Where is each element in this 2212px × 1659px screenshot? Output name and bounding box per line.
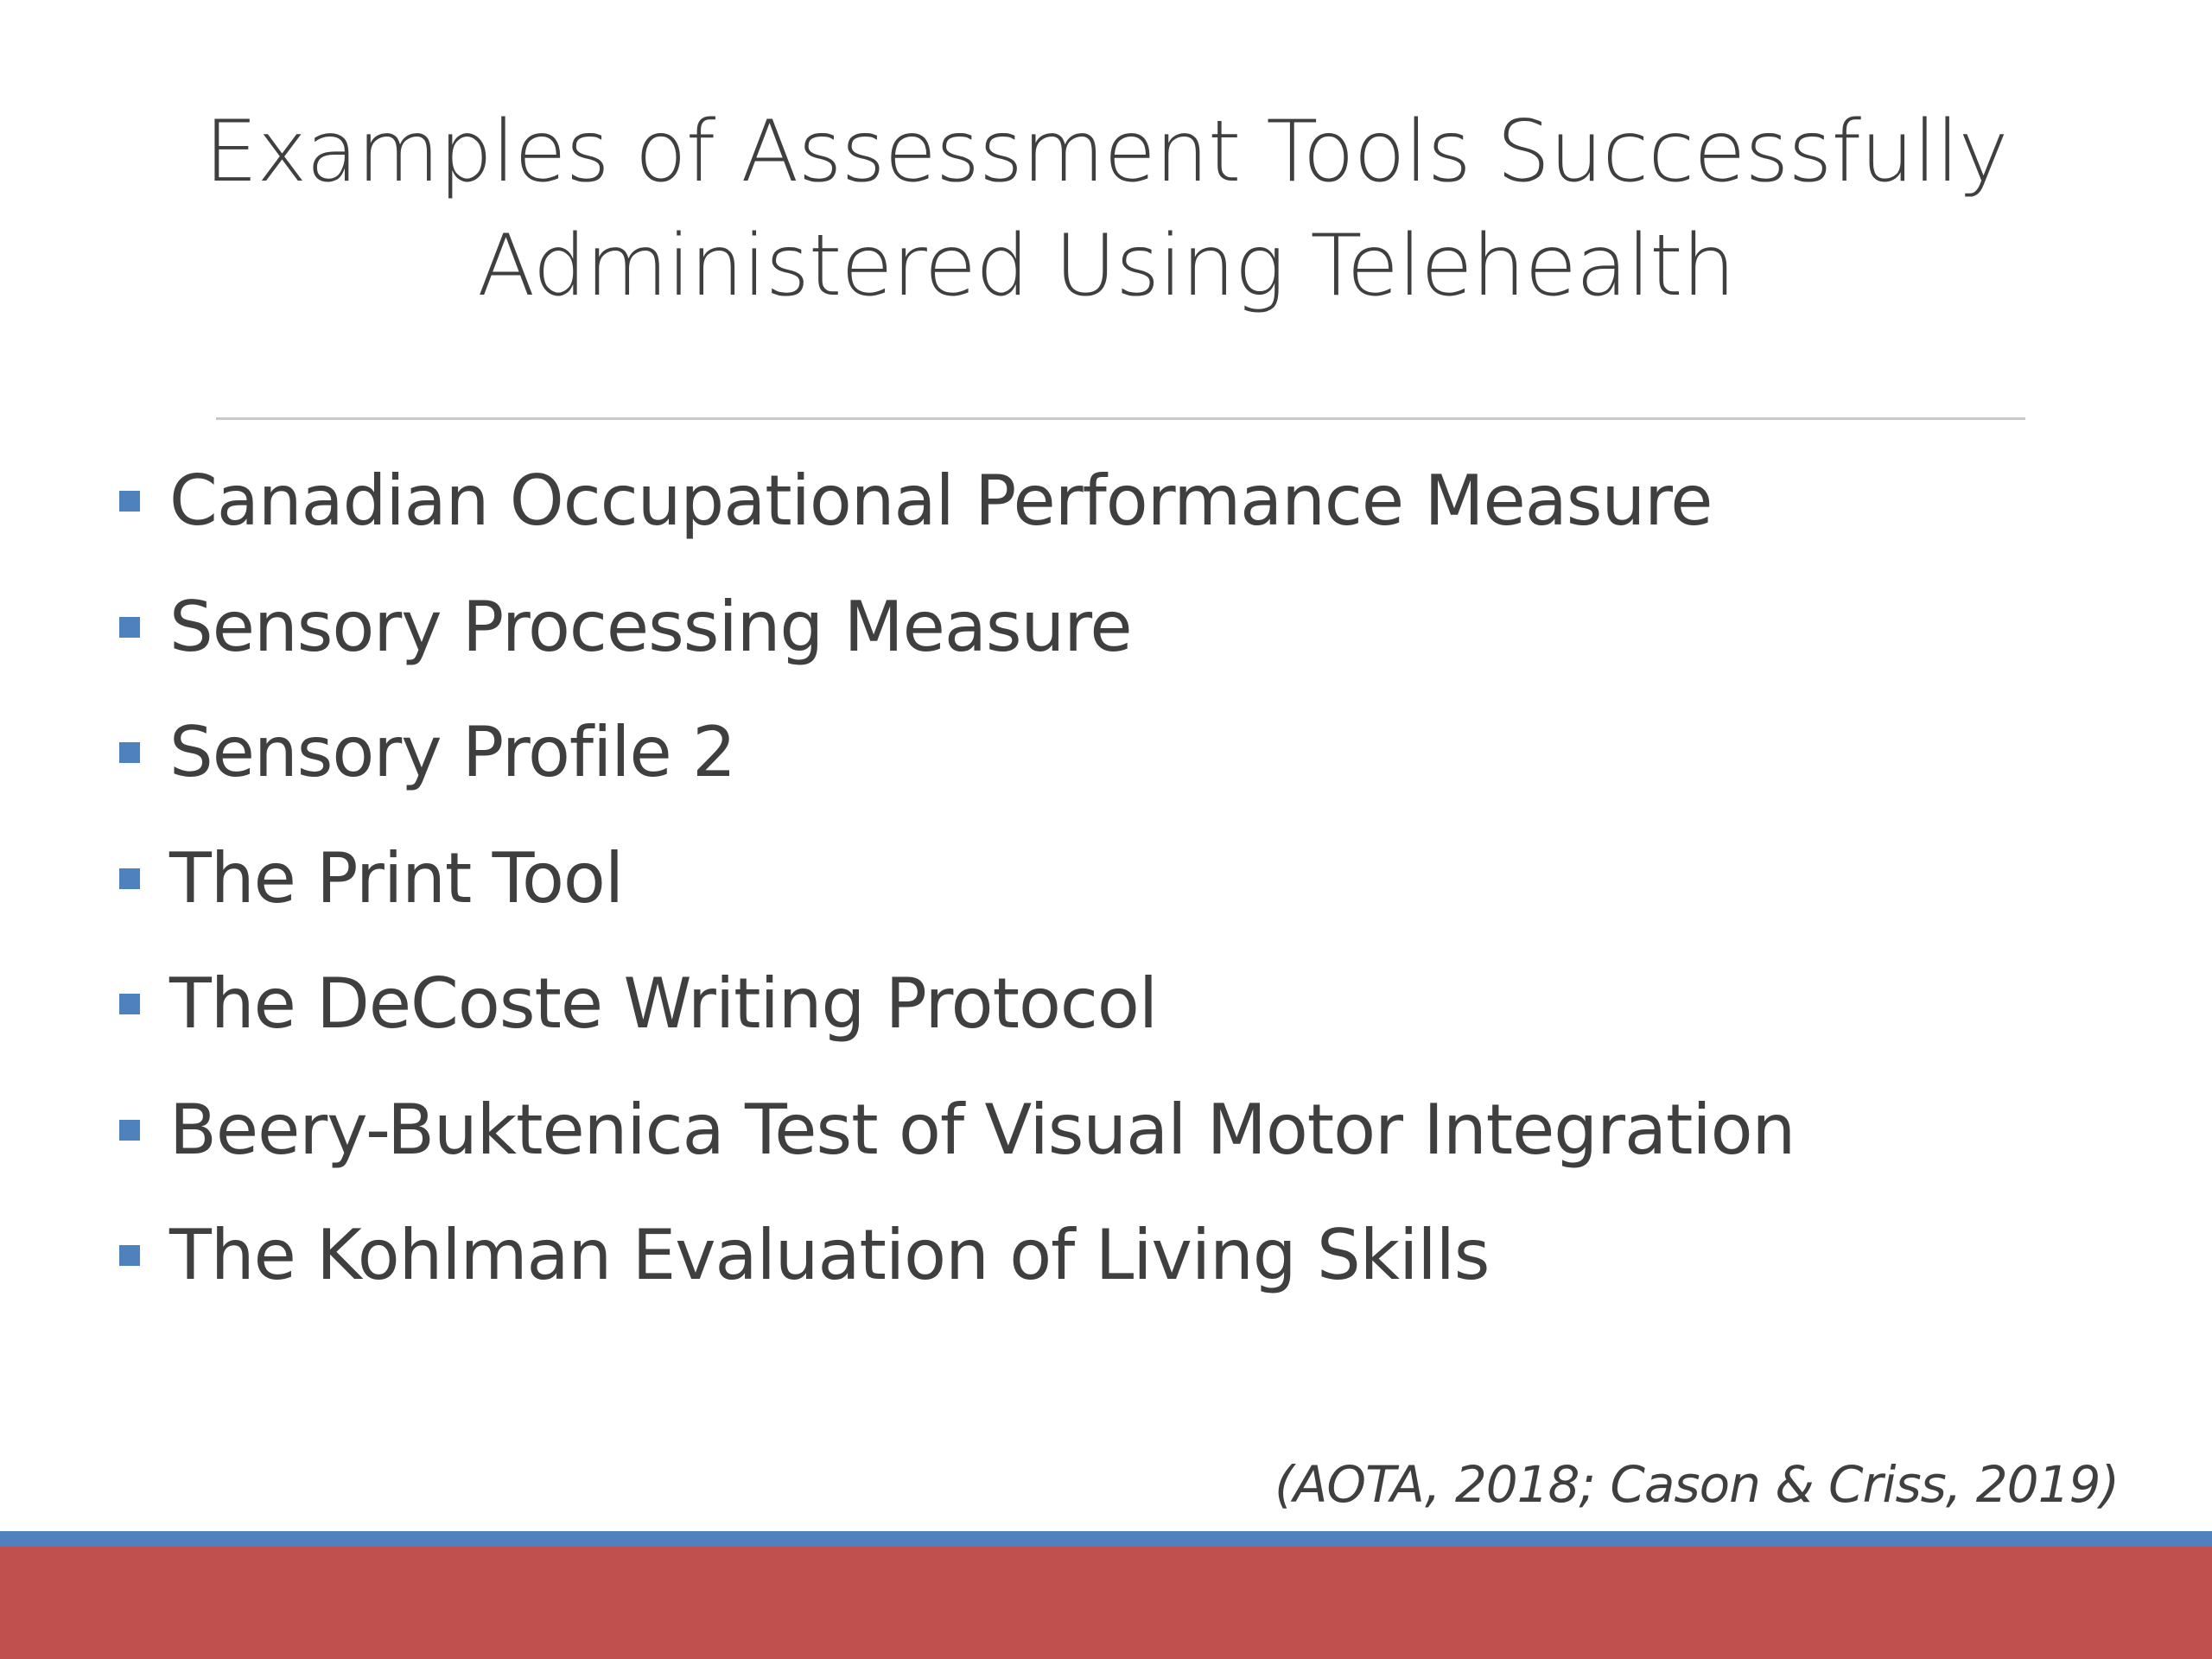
bullet-item [116,584,2103,710]
bullet-item [116,1212,2103,1338]
bullet-item [116,961,2103,1087]
bullet-text: Sensory Processing Measure [169,586,1132,667]
bullet-text: Sensory Profile 2 [169,712,736,792]
slide-title-line-2: Administered Using Telehealth [477,217,1735,315]
square-bullet-icon [119,1120,140,1141]
square-bullet-icon [119,1245,140,1266]
bullet-text: The DeCoste Writing Protocol [169,963,1158,1044]
footer-red-band [0,1547,2212,1659]
bullet-text: The Print Tool [169,837,624,918]
square-bullet-icon [119,617,140,638]
square-bullet-icon [119,994,140,1014]
bullet-item [116,458,2103,584]
slide-title-line-1: Examples of Assessment Tools Successfully [204,103,2008,201]
bullet-text: Canadian Occupational Performance Measure [169,461,1713,541]
bullet-text: Beery-Buktenica Test of Visual Motor Integration [169,1089,1796,1170]
bullet-text: The Kohlman Evaluation of Living Skills [169,1215,1490,1295]
bullet-list [116,458,2103,1338]
bullet-item [116,836,2103,962]
footer-blue-stripe [0,1531,2212,1547]
slide-title [138,95,2074,323]
square-bullet-icon [119,742,140,763]
square-bullet-icon [119,491,140,512]
title-divider [216,417,2025,420]
citation: (AOTA, 2018; Cason & Criss, 2019) [1274,1455,2119,1514]
square-bullet-icon [119,868,140,889]
bullet-item [116,1087,2103,1213]
bullet-item [116,709,2103,836]
